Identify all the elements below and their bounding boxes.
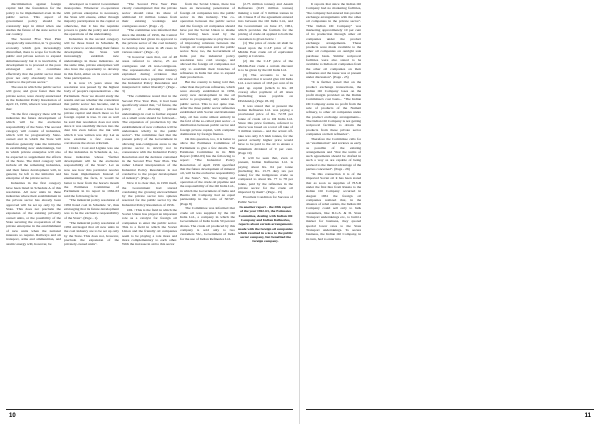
paragraph: (2) On the C.I.F price of the Middle-East crude a certain discount is to be given by the Oil India Ltd.	[238, 59, 293, 72]
section-heading: In another report - the 28th report of the year 1962-63, the Estimates Committee, dealing with Indian Oil Company and Indian Refineries, reports about certain arrangements made with the foreign oil companies which resulted in a loss to the public sector company, but benefited the foreign company.	[238, 204, 293, 244]
paragraph: (1) The price of crude oil shall be based upon the C.I.F price of the Middle East crude oil of equivalent quality at Calcutta.	[238, 41, 293, 59]
paragraph: "The committee was informed that since the middle of 1956, the Central Government had given its approval to the private sector of the coal industry to develop new areas in 48 cases in various states". (Page - 2)	[122, 28, 177, 55]
paragraph: "The industrial policy resolution of 1956 envisaged that all new units in the coal industry are to be set up only by the State. This does not, however, preclude the expansion of the privately-owned units".	[64, 220, 119, 247]
paragraph: Now it is clear that, in 1956 itself, the Government had started condoning the growing encroachment by the private sector into spheres reserved for the public sector by the Industrial Policy Resolution of 1956.	[122, 181, 177, 207]
paragraph: The Second Five Year Plan categorically stated that, in "a growing economy which gets increasingly diversified, there is scope for both the public and private sectors to expand simultaneously but it is inevitable, if development is to proceed at the pace envisaged and to contribute effectively that the public sector must grow not only absolutely but also relative to the private sector."	[6, 37, 61, 85]
paragraph: "The industrial policy resolution of 1956 listed coal in Schedule 'A', thus envisaging that its future development was to be the exclusive responsibility of the State". (Page - 1).	[64, 198, 119, 220]
page-number: 10	[6, 413, 19, 419]
text-column	[306, 2, 361, 410]
text-column	[539, 2, 594, 410]
text-column	[64, 2, 119, 410]
left-page-columns	[6, 2, 293, 410]
page-footer	[6, 409, 293, 422]
paragraph: The Committee was informed that crude oil was supplied by the Oil India Ltd., a company in which the Government of India holds 50 percent shares. The crude oil produced by this company is sold only to two customers Viz., Government of India for the use of Indian Refineries Ltd.	[180, 206, 235, 241]
text-column	[364, 2, 419, 410]
paragraph: COAL : Coal and Lignite was one of the industries in Schedule A, i.e., those industries whose "further development will be the exclusive responsibility of the State". Let us now see how this particular resolve has been implemented. Instead of enumerating the facts, it would be better to hear from the horse's mouth the Estimates Committee of Parliament in its report in 1962-63 said the following facts:	[64, 146, 119, 198]
page-footer	[306, 409, 594, 422]
right-page-columns	[306, 2, 594, 410]
paragraph: (3) The accounts to be so calculated that it would give Oil India Ltd. a net return of 10.8 per cent of its paid up capital (which is Rs. 28 crores) after payment of all taxes (including taxes payable on Dividends). (Page 18-19)	[238, 72, 293, 103]
page-number: 11	[582, 413, 594, 419]
right-page	[300, 0, 600, 424]
paragraph: "The Second Five Year Plan clearly contemplated that the private sector should raise its share of additional 10 million tonnes from their existing workings and contiguous areas". (Page - 2).	[122, 2, 177, 28]
text-column	[180, 2, 235, 410]
paragraph: developed as Central Government monopolies. Whenever co-operation with private enterprise is necessary, the State will ensure, either through majority participation in the capital or otherwise, that it has the requisite powers to guide the policy and control the operations of the undertaking.	[64, 2, 119, 37]
paragraph: Industries in the second category will be those listed in Schedule B, with a view to accelerating their future development, the State will increasingly establish new undertakings in these industries. At the same time, private enterprises will also have the opportunity to develop in this field, either on its own or with State participation.	[64, 37, 119, 80]
paragraph: "In the first category there will be industries the future development of which will be the exclusive responsibility of the State. The second category will consist of industries, which will be progressively State-owned and in which the State will therefore generally take the initiative in establishing new undertakings, but in which private enterprise will also be expected to supplement the efforts of the State. The third category will include all the remaining industries, and their future development will, in general, be left to the initiative and enterprise of the private sector.	[6, 111, 61, 181]
paragraph: Industries in the first category have been listed in Schedule A of this resolution. All new units in these industries where their establishment in the private sector has already been approved will be set up only by the State. This does not preclude the expansion of the existing privately owned units, or the possibility of the State securing the cooperation of the private enterprise in the establishment of new units when the national interests so require. Railways and air transport, arms and ammunition, and atomic energy will, however, be	[6, 181, 61, 246]
paragraph: Excellent Condition for Success of Public Sector	[238, 195, 293, 204]
paragraph: It is now 15 years since the resolution was passed by the highest body of people's representatives - the Parliament. Now we should study the results and see whether the contention that public sector has become, and is becoming, more and more a base for private capital and much more so for foreign capital is true. It can as well be said that resolution does not stick since it was stealthily thrown into the dust bin even before the ink with which it was written was dry. Let us now examine a few cases to corroborate the above criticism.	[64, 80, 119, 146]
paragraph: OIL : This is the field in which the Soviet Union has played an important role as a catalyst for foreign oil companies to enter the public sector. This is a field in which the Soviet Union and the friendly oil companies seem to be playing a role more and more complementary to each other. With the increase in aid to this sector	[122, 207, 177, 247]
paragraph: Therefore the Committee calls for an "examination" and reviews as early as possible of the existing arrangements and "that the terms of such agreements should be drafted in such a way as are capable of being worked to the mutual advantage of the parties concerned". (Page - 26)	[306, 136, 362, 172]
paragraph: The area in which the public sector will grow, and grow faster than the private sector, were clearly enunciated in the Industrial Policy Resolution of April 13, 1956, where it was promised that:	[6, 85, 61, 111]
paragraph: "The committee noted that in the Second Five Year Plan, it had been specifically stated that, "of future, the policy of allowing private undertakings in coal to further expand on a small scale should be followed... The expansion of production by the establishment of new collieries will be undertaken wholly in the public sector". The committee feel that the present policy of the Government in allowing non-contiguous areas to the private sector is strictly not in consonance with the Industrial Policy Resolution and the decision contained in the Second Five Year Plan. The rather Liberal interpretation of the Industrial Policy Resolution is not conducive to the proper development of industry". (Page - 3)	[122, 94, 177, 181]
text-column	[238, 2, 293, 410]
paragraph: "In this connection it is of the imported Soviet oil it has been stated that as soon as supplies of H.S.D under the first hire from Russia to the Indian Oil Company occurred in August 1961 the foreign oil companies realized that, in the absence of rebel outlets, the Indian Oil Company could sell only to bulk consumers, like D.G.S. & D. State Transport undertakings etc., to build a market for business, they quoted special lower rates to the State Transport undertakings. To secure business, the Indian Oil Company, in its turn, had to enter into	[306, 171, 362, 241]
paragraph: "It is further stated that on the product exchange transactions, the Indian Oil Company loses on the profit margin provided on the Damle Committee's cost basis... "The Indian Oil Company earns no profit from the sale of products of the Numati refinery, to other oil companies under the product exchange arrangements... The Indian Oil Company is not getting reciprocal facilities to obtain the products from these private sector companies on their refineries".	[306, 80, 362, 136]
paragraph: It was stated that at present the Indian Refineries Ltd. was paying a provisional price of Rs. 72.78 per tonne of crude oil to Oil India Ltd. Since this price formula, referred to above was based on a total off take of 3 million tonnes... and the actual off-take was only 0.5 lakh tonnes, for the period actually higher price would have to be paid to the oil to ensure a minimum dividend of 9 per cent. (Page 19)	[238, 103, 293, 155]
paragraph: It will be seen that, even at present, Indian Refineries Ltd. is paying about Rs. 64 per tonne (including Rs. 13.75 duty tax per tonne) for the indigenous crude as compared to about Rs. 77 to 78 per tonne, paid by the refineries in the private sector for the crude oil imported by them". (Page - 15)	[238, 155, 293, 195]
text-column	[6, 2, 61, 410]
paragraph: from the Soviet Union, there has been an increasing penetration of foreign oil companies into the public sector in this industry. The co-operation between the public sector and the foreign oil companies should have put the Soviet Union to shame for having been used by the comprador bourgeoisie to play the role of improving relations between the foreign oil companies and the public sector. Now, too, the Government of India put the industrial policy resolution into cold storage, and allowed the foreign oil companies not only to establish their branches of refineries in India but also to expand their production.	[180, 2, 235, 80]
text-column	[122, 2, 177, 410]
paragraph: But the country is being told that, other than the private refineries, which were already established in 1956, every new development in the oil sector is progressing only under the public sector. This is not quite true. After the three public sector refineries established with Soviet and Romanian help, oil has come almost entirely in the fold of the so-called joint sector - a distribution between public sector and foreign private capital, with complete domination by foreign finance.	[180, 80, 235, 136]
paragraph: (2.75 million tonnes) and Assam Refineries (0.25 million tonnes) making a total of 3 million tonnes in all. Clause 8 of the agreement entered into between the Oil India Ltd., and the Government on June 27, 1961, which provides the formula for the pricing of crude oil applied to both the customers is given below :	[238, 2, 293, 41]
text-column	[422, 2, 477, 410]
paragraph: It reports that since the Indian Oil Company had no marketing facilities, "the company had entered into product exchange arrangements with the other oil companies in the private sector". "The Indian Oil Company" was marketing approximately 10 per cent of its production through other oil companies under the product exchange arrangements. These products were made available to the other oil companies on outright sale purchase basis. Similar reciprocal facilities were also stated to be available to Indian oil companies from the other oil companies on their refineries and the issue was at present under discussion". (Page - 25)	[306, 2, 362, 80]
paragraph: "It however seen that, out of 48 areas referred to above, 25 are contiguous and 24 non-contiguous. The representative of the ministry explained during evidence that Government took a pragmatic view of the Industrial Policy Resolution and interpreted it rather liberally". (Page - 3)	[122, 54, 177, 94]
text-column	[481, 2, 536, 410]
paragraph: On this question, too, it is better to allow the Estimates Committee of Parliament to give a few details. The Estimates Committee in its 80th Report (1962-63) has the following to report: "The Industrial Policy Resolution of April 1956 specified that the future development of mineral oil, will be the exclusive responsibility of the State". Yet, "the laying and operation of the crude oil pipeline and the responsibility of the Oil India Ltd., in which the Government of India and Burma Oil Company had an equal partnership in the ratio of 50:50". (Page 8)	[180, 136, 235, 206]
paragraph: discrimination against foreign capital laid the foundation for the policy to be implemented even in the public sector. This aspect of government policy should be constantly kept in mind when one studies the future of the state sector in our country.	[6, 2, 61, 37]
